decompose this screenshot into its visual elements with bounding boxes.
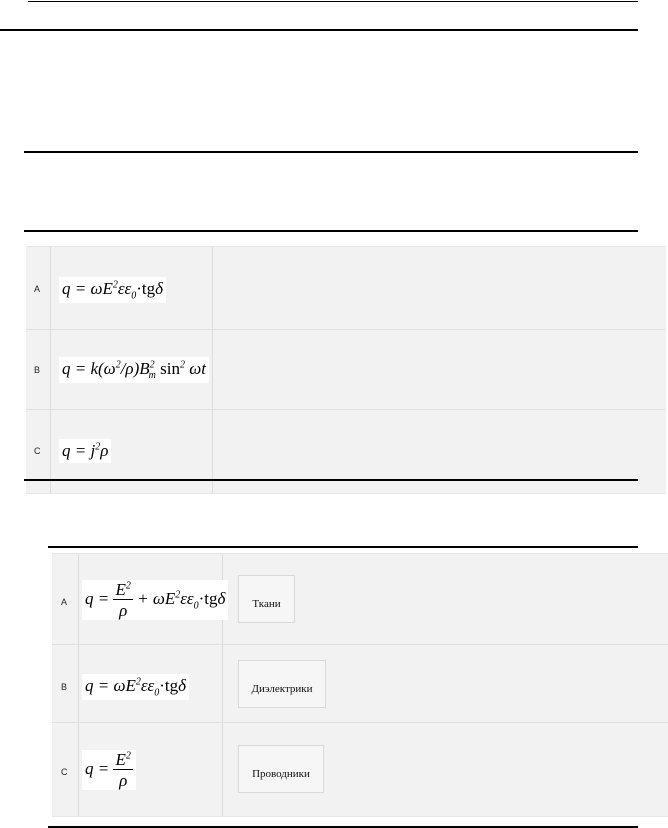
formula-table-a: [26, 246, 666, 494]
formula-b1: q = $\frac{E^2}{\rho}$ + $\omega E^2\varepsilon\varepsilon_0\cdot tg\delta$: [82, 580, 228, 620]
section-rule-1: [24, 151, 638, 153]
top-rule-2: [0, 29, 638, 31]
answer-chip[interactable]: Ткани: [238, 575, 295, 623]
table-b-top-rule: [48, 546, 638, 548]
row-letter: A: [34, 284, 41, 294]
row-letter: A: [61, 597, 68, 607]
formula-a1: $q = \omega E^2\varepsilon\varepsilon_0\cdot tg\delta$: [59, 277, 166, 303]
section-rule-2: [24, 230, 638, 232]
formula-a2: $q = k(\omega^2/\rho)B^2_m$ $\sin^2 \omega t$: [59, 357, 209, 383]
answer-chip[interactable]: Проводники: [238, 745, 324, 793]
formula-a3: $q = j^2\rho$: [59, 439, 111, 463]
formula-table-b: [52, 553, 668, 817]
top-rule-1: [28, 1, 638, 2]
row-letter: C: [61, 767, 68, 777]
table-a-bottom-rule: [24, 479, 638, 481]
answer-chip[interactable]: Диэлектрики: [238, 660, 326, 708]
row-letter: C: [34, 446, 41, 456]
formula-b3: q = $\frac{E^2}{\rho}$: [82, 750, 136, 790]
formula-b2: $q = \omega E^2\varepsilon\varepsilon_0\cdot tg\delta$: [82, 674, 189, 700]
row-letter: B: [61, 682, 68, 692]
row-letter: B: [34, 365, 41, 375]
